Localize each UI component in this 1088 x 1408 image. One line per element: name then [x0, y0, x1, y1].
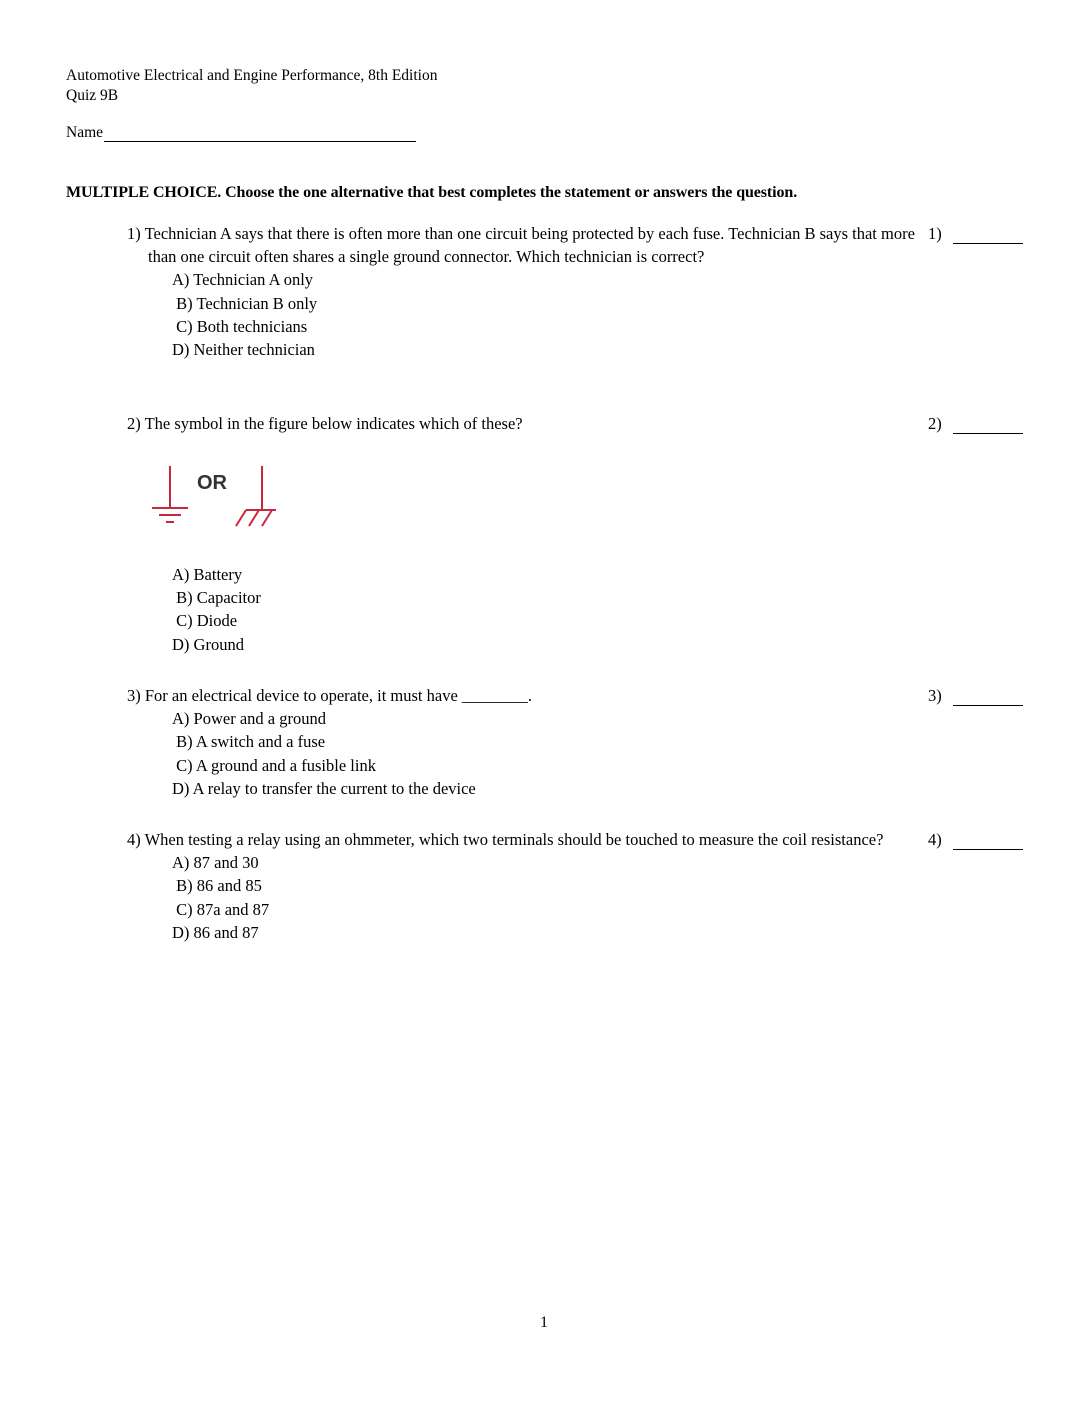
question-text: 2) The symbol in the figure below indicates which of these?: [127, 414, 523, 433]
question-4: [127, 828, 917, 944]
answer-options: [172, 707, 917, 800]
answer-blank-line[interactable]: [953, 831, 1023, 850]
option-c: C) Diode: [172, 611, 238, 631]
chassis-ground-icon: [236, 466, 276, 526]
option-b: B) Technician B only: [172, 293, 318, 313]
answer-slot-1: [928, 224, 1023, 244]
option-c: C) A ground and a fusible link: [172, 755, 376, 775]
answer-slot-3: [928, 686, 1023, 706]
answer-blank-line[interactable]: [953, 225, 1023, 244]
answer-options: [172, 563, 917, 656]
answer-number: 4): [928, 830, 942, 849]
answer-options: [172, 851, 917, 944]
name-label: Name: [66, 124, 104, 141]
answer-blank-line[interactable]: [953, 687, 1023, 706]
page-number: 1: [540, 1314, 548, 1331]
question-3: [127, 684, 917, 800]
quiz-title: Quiz 9B: [66, 87, 119, 104]
name-field: [66, 124, 416, 142]
question-text: 1) Technician A says that there is often more than one circuit being protected by each fuse. Technician B says that more than one circuit often shares a single ground connector. Which technician is correct?: [127, 224, 915, 267]
question-1: [127, 222, 917, 361]
option-a: A) Technician A only: [172, 270, 314, 290]
option-b: B) 86 and 85: [172, 876, 262, 896]
option-a: A) Battery: [172, 565, 243, 584]
answer-slot-4: [928, 830, 1023, 850]
option-a: A) Power and a ground: [172, 709, 326, 729]
question-2-options: [127, 563, 917, 656]
option-c: C) Both technicians: [172, 316, 308, 336]
answer-slot-2: [928, 414, 1023, 434]
document-header: [66, 66, 437, 106]
option-d: D) 86 and 87: [172, 922, 259, 942]
answer-number: 1): [928, 224, 942, 243]
question-text: 3) For an electrical device to operate, it must have ________.: [127, 686, 533, 705]
question-text: 4) When testing a relay using an ohmmeter, which two terminals should be touched to measure the coil resistance?: [127, 830, 884, 849]
section-instructions: MULTIPLE CHOICE. Choose the one alternative that best completes the statement or answers the question.: [66, 184, 798, 201]
answer-number: 3): [928, 686, 942, 705]
answer-options: [172, 268, 917, 361]
option-d: D) A relay to transfer the current to the device: [172, 778, 476, 798]
option-d: D) Neither technician: [172, 340, 315, 360]
answer-blank-line[interactable]: [953, 415, 1023, 434]
option-b: B) A switch and a fuse: [172, 732, 326, 752]
figure-or-label: OR: [197, 472, 227, 494]
question-2: [127, 412, 917, 435]
ground-symbol-figure: [148, 462, 288, 534]
answer-number: 2): [928, 414, 942, 433]
course-title: Automotive Electrical and Engine Performance, 8th Edition: [66, 67, 438, 84]
option-d: D) Ground: [172, 634, 244, 654]
option-c: C) 87a and 87: [172, 899, 270, 919]
name-blank-line[interactable]: [104, 124, 416, 142]
option-b: B) Capacitor: [172, 588, 261, 608]
option-a: A) 87 and 30: [172, 853, 259, 873]
